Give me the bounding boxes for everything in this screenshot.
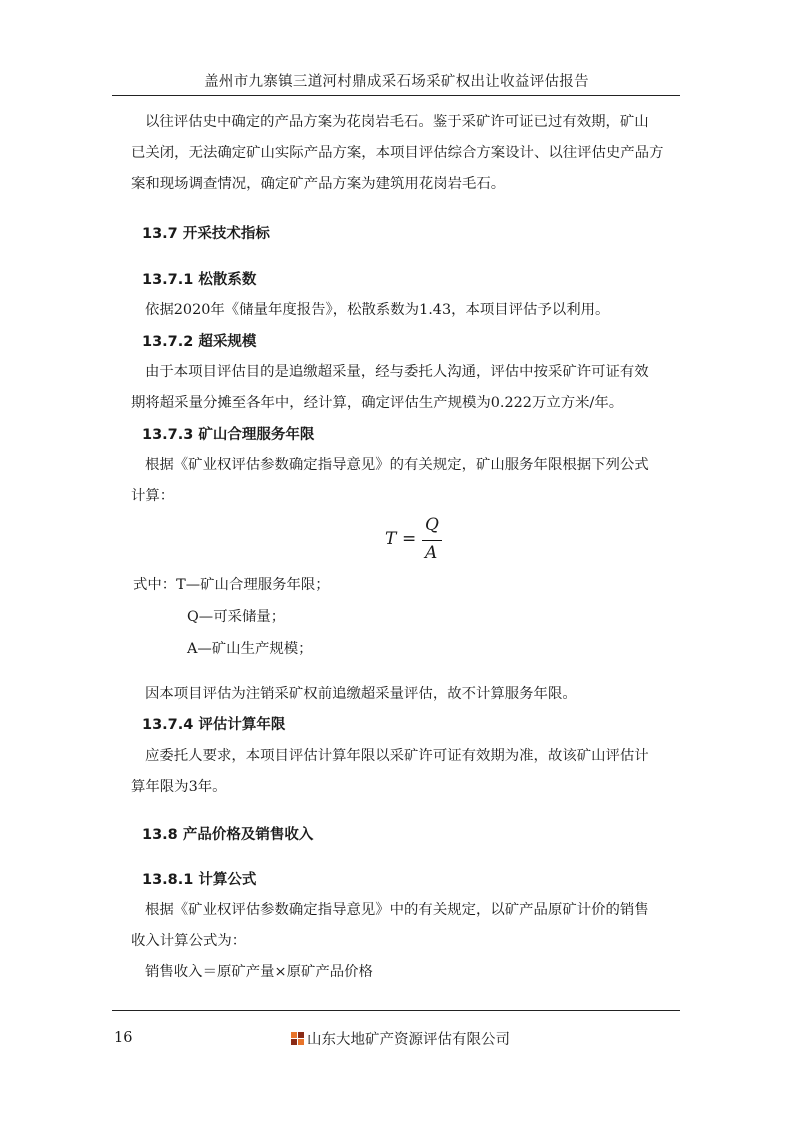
paragraph-line: 因本项目评估为注销采矿权前追缴超采量评估，故不计算服务年限。 [145, 686, 577, 702]
section-heading-13-7: 13.7 开采技术指标 [142, 226, 270, 242]
fraction-bar [422, 540, 442, 541]
paragraph-line: 依据2020年《储量年度报告》，松散系数为1.43，本项目评估予以利用。 [145, 302, 610, 318]
subsection-heading-13-7-1: 13.7.1 松散系数 [142, 272, 257, 288]
sales-revenue-formula: 销售收入＝原矿产量×原矿产品价格 [145, 964, 373, 980]
subsection-heading-13-7-3: 13.7.3 矿山合理服务年限 [142, 427, 315, 443]
subsection-heading-13-7-2: 13.7.2 超采规模 [142, 334, 257, 350]
formula-definition-a: A—矿山生产规模； [187, 641, 313, 657]
subsection-heading-13-7-4: 13.7.4 评估计算年限 [142, 717, 286, 733]
paragraph-line: 根据《矿业权评估参数确定指导意见》的有关规定，矿山服务年限根据下列公式 [145, 457, 649, 473]
page-number: 16 [114, 1030, 133, 1046]
paragraph-line: 已关闭，无法确定矿山实际产品方案，本项目评估综合方案设计、以往评估史产品方 [131, 145, 664, 161]
page-header-title: 盖州市九寨镇三道河村鼎成采石场采矿权出让收益评估报告 [204, 74, 589, 90]
formula-definition-t: 式中：T—矿山合理服务年限； [133, 577, 330, 593]
paragraph-line: 案和现场调查情况，确定矿产品方案为建筑用花岗岩毛石。 [131, 176, 506, 192]
subsection-heading-13-8-1: 13.8.1 计算公式 [142, 872, 257, 888]
section-heading-13-8: 13.8 产品价格及销售收入 [142, 827, 314, 843]
formula-lhs: T [385, 529, 397, 549]
paragraph-line: 算年限为3年。 [131, 779, 227, 795]
paragraph-line: 计算： [131, 488, 175, 504]
paragraph-line: 根据《矿业权评估参数确定指导意见》中的有关规定，以矿产品原矿计价的销售 [145, 902, 649, 918]
paragraph-line: 期将超采量分摊至各年中，经计算，确定评估生产规模为0.222万立方米/年。 [131, 395, 624, 411]
company-name: 山东大地矿产资源评估有限公司 [307, 1032, 510, 1048]
paragraph-line: 收入计算公式为： [131, 933, 247, 949]
company-logo-icon [291, 1032, 305, 1046]
formula-equals: = [402, 529, 417, 549]
paragraph-line: 以往评估史中确定的产品方案为花岗岩毛石。鉴于采矿许可证已过有效期，矿山 [145, 114, 649, 130]
formula-definition-q: Q—可采储量； [187, 609, 286, 625]
paragraph-line: 应委托人要求，本项目评估计算年限以采矿许可证有效期为准，故该矿山评估计 [145, 748, 649, 764]
paragraph-line: 由于本项目评估目的是追缴超采量，经与委托人沟通，评估中按采矿许可证有效 [145, 364, 649, 380]
formula-denominator: A [425, 543, 438, 563]
footer-company [291, 1028, 510, 1049]
formula-numerator: Q [425, 515, 439, 535]
footer-divider [112, 1010, 680, 1011]
header-divider [112, 95, 680, 96]
